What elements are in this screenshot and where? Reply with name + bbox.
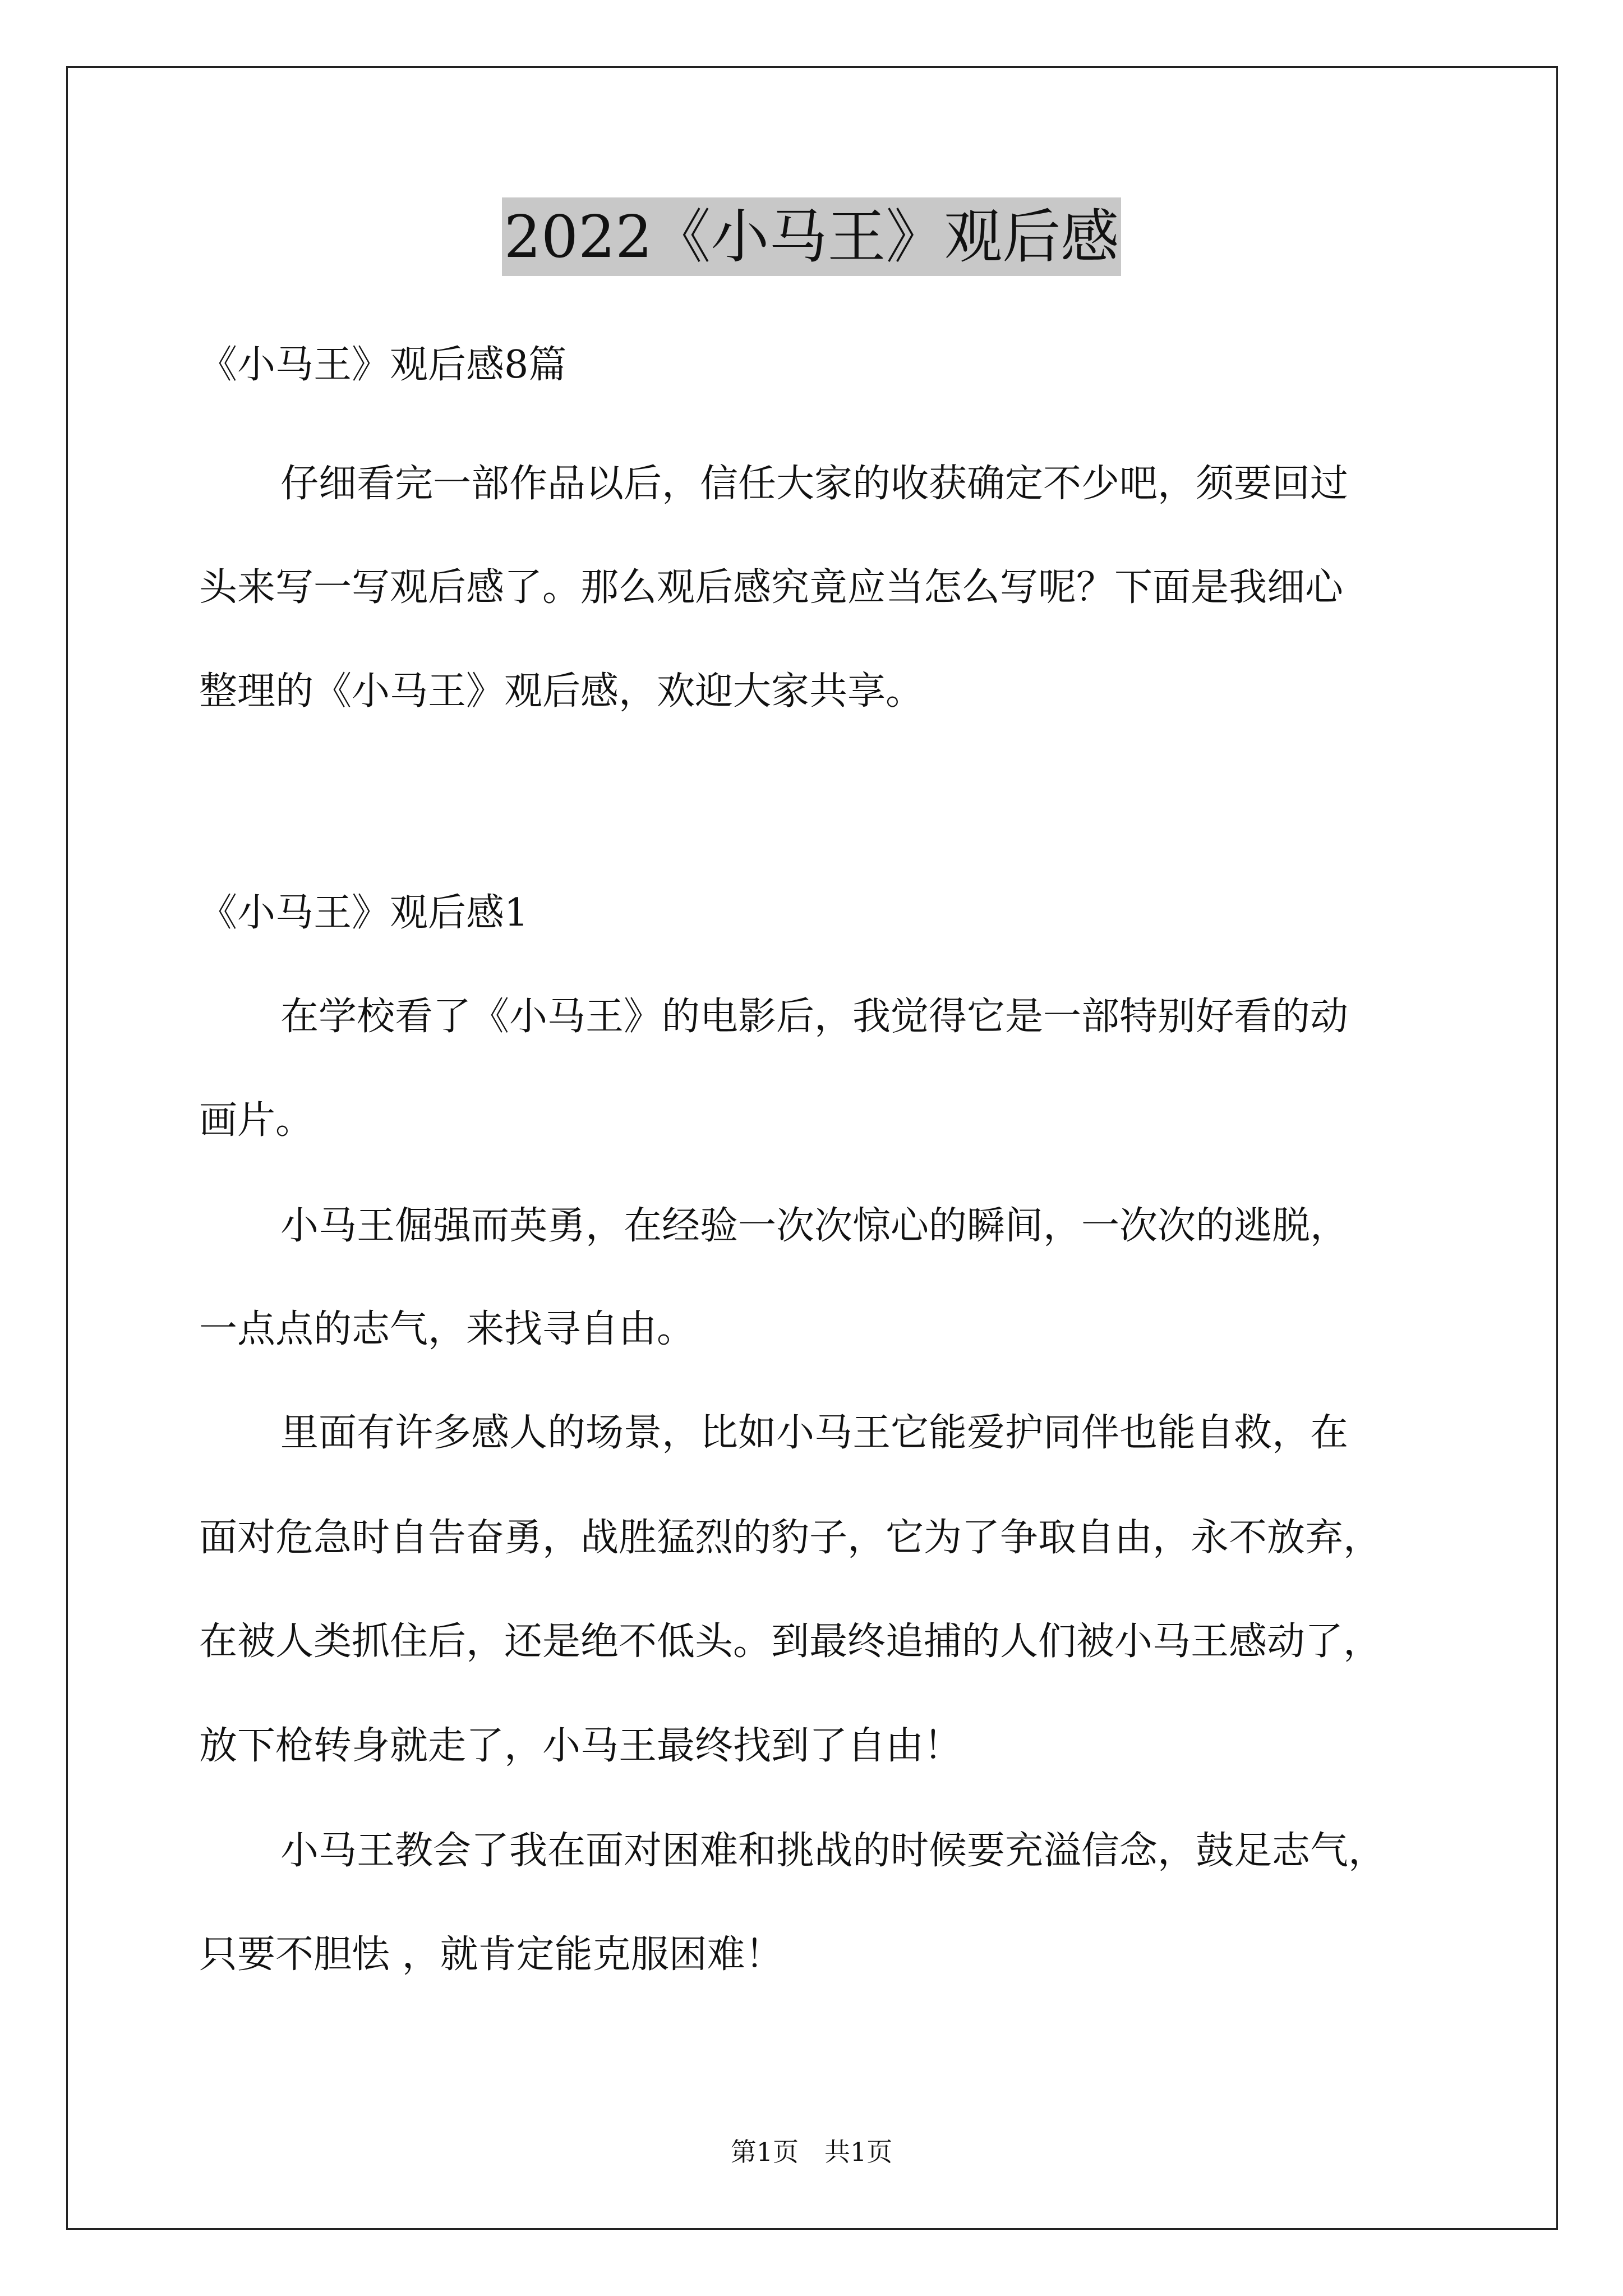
intro-line-1: 仔细看完一部作品以后，信任大家的收获确定不少吧，须要回过 [280,462,1349,506]
paragraph1-line-1: 在学校看了《小马王》的电影后，我觉得它是一部特别好看的动 [280,995,1349,1039]
paragraph3-line-4: 放下枪转身就走了，小马王最终找到了自由！ [199,1724,962,1768]
paragraph4-line-1: 小马王教会了我在面对困难和挑战的时候要充溢信念，鼓足志气， [280,1829,1387,1873]
paragraph3-line-1: 里面有许多感人的场景，比如小马王它能爱护同伴也能自救，在 [280,1411,1349,1455]
document-title: 2022《小马王》观后感 [502,197,1122,276]
paragraph2-line-1: 小马王倔强而英勇，在经验一次次惊心的瞬间，一次次的逃脱， [280,1204,1349,1248]
page-border [66,66,1558,2230]
intro-line-3: 整理的《小马王》观后感，欢迎大家共享。 [199,669,924,714]
paragraph3-line-3: 在被人类抓住后，还是绝不低头。到最终追捕的人们被小马王感动了， [199,1619,1382,1664]
paragraph1-line-2: 画片。 [199,1098,314,1143]
paragraph3-line-2: 面对危急时自告奋勇，战胜猛烈的豹子，它为了争取自由，永不放弃， [199,1516,1382,1560]
subtitle: 《小马王》观后感8篇 [199,343,567,387]
document-title-container [0,197,1623,276]
intro-line-2: 头来写一写观后感了。那么观后感究竟应当怎么写呢？下面是我细心 [199,565,1344,610]
page-footer: 第1页 共1页 [730,2137,893,2167]
paragraph2-line-2: 一点点的志气，来找寻自由。 [199,1307,695,1351]
paragraph4-line-2: 只要不胆怯 ，就肯定能克服困难！ [199,1932,783,1977]
section-heading: 《小马王》观后感1 [199,891,529,935]
